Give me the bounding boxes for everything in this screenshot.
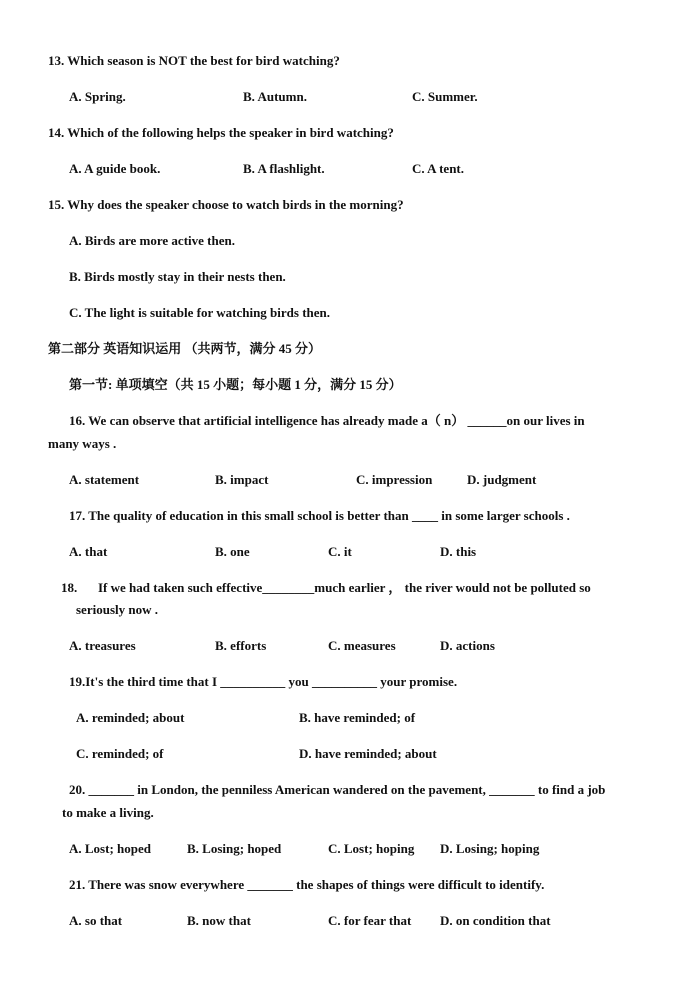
q20-option-d: D. Losing; hoping — [440, 841, 540, 856]
q18-option-c: C. measures — [328, 638, 396, 653]
q18-option-b: B. efforts — [215, 638, 267, 653]
question-20-line2: to make a living. — [62, 805, 154, 820]
q19-option-b: B. have reminded; of — [299, 710, 416, 725]
question-16-line1: 16. We can observe that artificial intelligence has already made a（ n） ______on our lives in — [69, 413, 585, 428]
question-13-stem: 13. Which season is NOT the best for bird watching? — [48, 53, 340, 68]
q14-option-b: B. A flashlight. — [243, 161, 325, 176]
section-one-title: 第一节: 单项填空（共 15 小题；每小题 1 分，满分 15 分） — [69, 377, 402, 392]
q17-option-d: D. this — [440, 544, 477, 559]
question-15-stem: 15. Why does the speaker choose to watch birds in the morning? — [48, 197, 404, 212]
q21-option-b: B. now that — [187, 913, 251, 928]
q14-option-a: A. A guide book. — [69, 161, 161, 176]
question-14-stem: 14. Which of the following helps the speaker in bird watching? — [48, 125, 394, 140]
part-two-title: 第二部分 英语知识运用 （共两节，满分 45 分） — [48, 341, 322, 356]
q17-option-c: C. it — [328, 544, 352, 559]
q20-option-b: B. Losing; hoped — [187, 841, 282, 856]
q13-option-a: A. Spring. — [69, 89, 126, 104]
q21-option-a: A. so that — [69, 913, 123, 928]
q16-option-c: C. impression — [356, 472, 433, 487]
q21-option-d: D. on condition that — [440, 913, 551, 928]
q13-option-c: C. Summer. — [412, 89, 478, 104]
question-16-line2: many ways . — [48, 436, 117, 451]
q16-option-d: D. judgment — [467, 472, 537, 487]
q15-option-a: A. Birds are more active then. — [69, 233, 235, 248]
question-19-stem: 19.It's the third time that I __________ you __________ your promise. — [69, 674, 458, 689]
q13-option-b: B. Autumn. — [243, 89, 307, 104]
question-18-number: 18. — [61, 580, 78, 595]
q20-option-a: A. Lost; hoped — [69, 841, 151, 856]
q19-option-a: A. reminded; about — [76, 710, 185, 725]
question-20-line1: 20. _______ in London, the penniless American wandered on the pavement, _______ to find a job — [69, 782, 606, 797]
q16-option-b: B. impact — [215, 472, 269, 487]
q19-option-c: C. reminded; of — [76, 746, 164, 761]
question-18-line2: seriously now . — [76, 602, 158, 617]
q20-option-c: C. Lost; hoping — [328, 841, 415, 856]
q17-option-a: A. that — [69, 544, 108, 559]
question-21-stem: 21. There was snow everywhere _______ the shapes of things were difficult to identify. — [69, 877, 545, 892]
q15-option-b: B. Birds mostly stay in their nests then. — [69, 269, 286, 284]
q18-option-d: D. actions — [440, 638, 495, 653]
q16-option-a: A. statement — [69, 472, 140, 487]
q21-option-c: C. for fear that — [328, 913, 412, 928]
q15-option-c: C. The light is suitable for watching birds then. — [69, 305, 331, 320]
q14-option-c: C. A tent. — [412, 161, 464, 176]
question-17-stem: 17. The quality of education in this small school is better than ____ in some larger schools . — [69, 508, 570, 523]
q18-option-a: A. treasures — [69, 638, 136, 653]
q19-option-d: D. have reminded; about — [299, 746, 437, 761]
question-18-line1: If we had taken such effective________much earlier ， the river would not be polluted so — [98, 580, 591, 595]
q17-option-b: B. one — [215, 544, 250, 559]
